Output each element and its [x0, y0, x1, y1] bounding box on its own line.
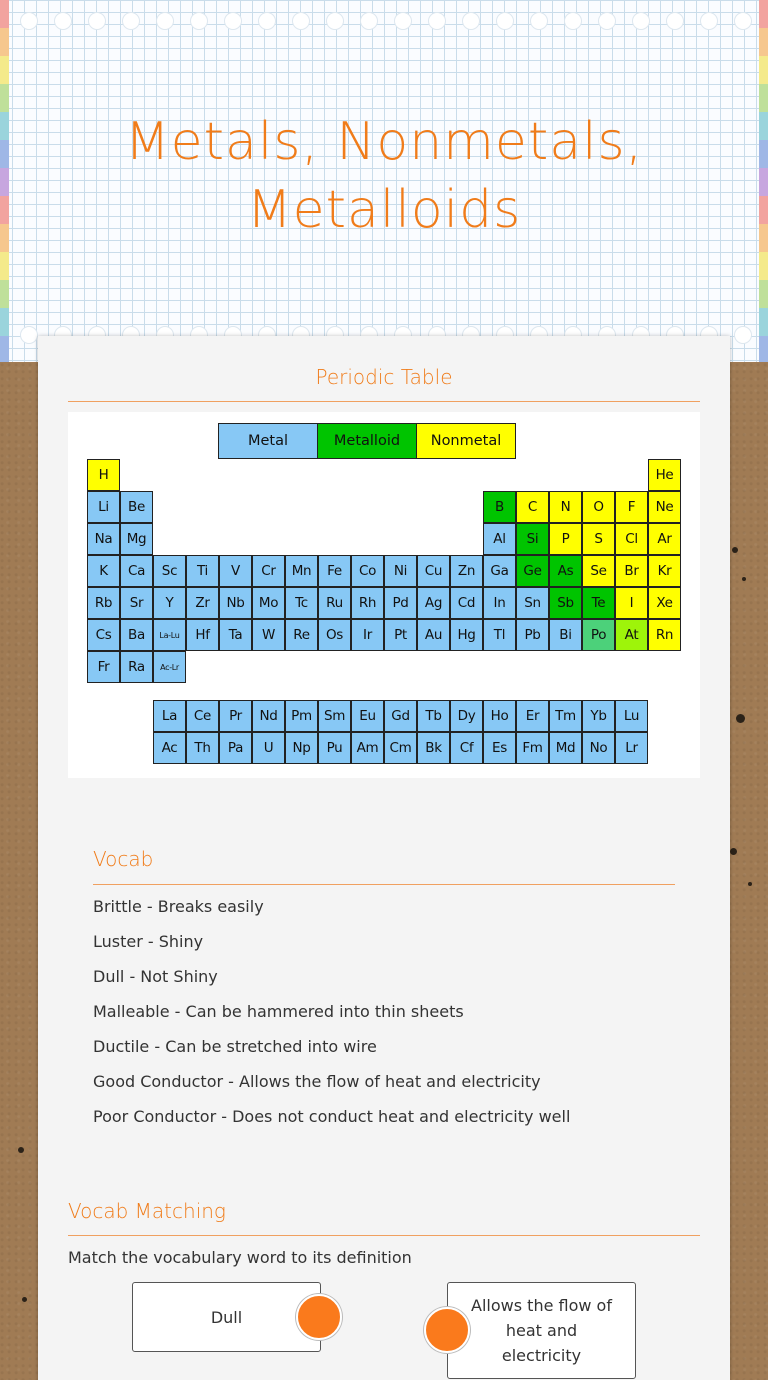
element-cell-cr: Cr — [252, 555, 285, 587]
cork-speck — [22, 1297, 27, 1302]
element-cell-v: V — [219, 555, 252, 587]
element-cell-ir: Ir — [351, 619, 384, 651]
top-binder-holes — [20, 12, 748, 32]
element-cell-tl: Tl — [483, 619, 516, 651]
vocab-item: Malleable - Can be hammered into thin sheets — [93, 1002, 464, 1021]
binder-hole — [632, 12, 650, 30]
vocab-item: Brittle - Breaks easily — [93, 897, 264, 916]
element-cell-pt: Pt — [384, 619, 417, 651]
element-cell-y: Y — [153, 587, 186, 619]
section-divider — [68, 1235, 700, 1236]
element-cell-pr: Pr — [219, 700, 252, 732]
binder-hole — [734, 326, 752, 344]
element-cell-eu: Eu — [351, 700, 384, 732]
element-cell-ru: Ru — [318, 587, 351, 619]
element-cell-pu: Pu — [318, 732, 351, 764]
binder-hole — [666, 12, 684, 30]
element-cell-br: Br — [615, 555, 648, 587]
element-cell-fe: Fe — [318, 555, 351, 587]
binder-hole — [462, 12, 480, 30]
element-cell-se: Se — [582, 555, 615, 587]
periodic-table-section-title: Periodic Table — [315, 365, 453, 389]
element-cell-ra: Ra — [120, 651, 153, 683]
element-cell-pb: Pb — [516, 619, 549, 651]
element-cell-fr: Fr — [87, 651, 120, 683]
element-cell-au: Au — [417, 619, 450, 651]
binder-hole — [360, 12, 378, 30]
element-cell-no: No — [582, 732, 615, 764]
element-cell-hg: Hg — [450, 619, 483, 651]
element-cell-as: As — [549, 555, 582, 587]
element-cell-ac-lr: Ac-Lr — [153, 651, 186, 683]
element-cell-na: Na — [87, 523, 120, 555]
binder-hole — [394, 12, 412, 30]
element-cell-nb: Nb — [219, 587, 252, 619]
element-cell-rh: Rh — [351, 587, 384, 619]
element-cell-sc: Sc — [153, 555, 186, 587]
element-cell-pm: Pm — [285, 700, 318, 732]
element-cell-s: S — [582, 523, 615, 555]
binder-hole — [20, 12, 38, 30]
element-cell-ho: Ho — [483, 700, 516, 732]
section-divider — [93, 884, 675, 885]
element-cell-zr: Zr — [186, 587, 219, 619]
cork-speck — [730, 848, 737, 855]
element-cell-lr: Lr — [615, 732, 648, 764]
element-cell-ni: Ni — [384, 555, 417, 587]
cork-speck — [736, 714, 745, 723]
match-definition-label: Allows the flow of heat and electricity — [471, 1296, 612, 1365]
element-cell-fm: Fm — [516, 732, 549, 764]
element-cell-be: Be — [120, 491, 153, 523]
element-cell-h: H — [87, 459, 120, 491]
legend-metalloid: Metalloid — [317, 423, 417, 459]
element-cell-co: Co — [351, 555, 384, 587]
element-cell-sb: Sb — [549, 587, 582, 619]
match-word-card[interactable] — [132, 1282, 321, 1352]
binder-hole — [20, 326, 38, 344]
element-cell-ti: Ti — [186, 555, 219, 587]
cork-speck — [742, 577, 746, 581]
element-cell-hf: Hf — [186, 619, 219, 651]
binder-hole — [598, 12, 616, 30]
element-cell-re: Re — [285, 619, 318, 651]
element-cell-u: U — [252, 732, 285, 764]
element-cell-bi: Bi — [549, 619, 582, 651]
binder-hole — [258, 12, 276, 30]
binder-hole — [156, 12, 174, 30]
element-cell-sn: Sn — [516, 587, 549, 619]
element-cell-kr: Kr — [648, 555, 681, 587]
element-cell-mo: Mo — [252, 587, 285, 619]
element-cell-f: F — [615, 491, 648, 523]
binder-hole — [700, 12, 718, 30]
binder-hole — [326, 12, 344, 30]
element-cell-te: Te — [582, 587, 615, 619]
element-cell-ne: Ne — [648, 491, 681, 523]
element-cell-li: Li — [87, 491, 120, 523]
binder-hole — [428, 12, 446, 30]
element-cell-er: Er — [516, 700, 549, 732]
element-cell-cu: Cu — [417, 555, 450, 587]
element-cell-gd: Gd — [384, 700, 417, 732]
element-cell-tb: Tb — [417, 700, 450, 732]
element-cell-th: Th — [186, 732, 219, 764]
match-definition-card[interactable] — [447, 1282, 636, 1379]
element-cell-os: Os — [318, 619, 351, 651]
cork-speck — [732, 547, 738, 553]
element-cell-rb: Rb — [87, 587, 120, 619]
binder-hole — [564, 12, 582, 30]
element-cell-mg: Mg — [120, 523, 153, 555]
section-divider — [68, 401, 700, 402]
element-cell-al: Al — [483, 523, 516, 555]
element-cell-ge: Ge — [516, 555, 549, 587]
element-cell-p: P — [549, 523, 582, 555]
binder-hole — [530, 12, 548, 30]
binder-hole — [496, 12, 514, 30]
element-cell-c: C — [516, 491, 549, 523]
element-cell-tm: Tm — [549, 700, 582, 732]
element-cell-sr: Sr — [120, 587, 153, 619]
element-cell-yb: Yb — [582, 700, 615, 732]
element-cell-ba: Ba — [120, 619, 153, 651]
element-cell-po: Po — [582, 619, 615, 651]
element-cell-lu: Lu — [615, 700, 648, 732]
legend-nonmetal: Nonmetal — [416, 423, 516, 459]
cork-speck — [18, 1147, 24, 1153]
element-cell-pa: Pa — [219, 732, 252, 764]
cork-speck — [748, 882, 752, 886]
element-cell-nd: Nd — [252, 700, 285, 732]
element-cell-ac: Ac — [153, 732, 186, 764]
element-cell-bk: Bk — [417, 732, 450, 764]
matching-instruction: Match the vocabulary word to its definition — [68, 1248, 412, 1267]
binder-hole — [190, 12, 208, 30]
element-cell-cm: Cm — [384, 732, 417, 764]
element-cell-es: Es — [483, 732, 516, 764]
vocab-item: Luster - Shiny — [93, 932, 204, 951]
element-cell-ar: Ar — [648, 523, 681, 555]
element-cell-rn: Rn — [648, 619, 681, 651]
element-cell-i: I — [615, 587, 648, 619]
element-cell-pd: Pd — [384, 587, 417, 619]
binder-hole — [292, 12, 310, 30]
element-cell-k: K — [87, 555, 120, 587]
binder-hole — [122, 12, 140, 30]
vocab-item: Dull - Not Shiny — [93, 967, 218, 986]
element-cell-tc: Tc — [285, 587, 318, 619]
legend-metal: Metal — [218, 423, 318, 459]
worksheet-header — [0, 0, 768, 362]
page-title: Metals, Nonmetals, Metalloids — [124, 112, 644, 240]
element-cell-ga: Ga — [483, 555, 516, 587]
match-definition-connector-handle[interactable] — [424, 1307, 470, 1353]
vocab-item: Good Conductor - Allows the flow of heat and electricity — [93, 1072, 541, 1091]
binder-hole — [734, 12, 752, 30]
element-cell-cs: Cs — [87, 619, 120, 651]
element-cell-cd: Cd — [450, 587, 483, 619]
worksheet-sheet — [38, 336, 730, 1380]
binder-hole — [54, 12, 72, 30]
element-cell-si: Si — [516, 523, 549, 555]
vocab-item: Poor Conductor - Does not conduct heat and electricity well — [93, 1107, 571, 1126]
element-cell-n: N — [549, 491, 582, 523]
element-cell-in: In — [483, 587, 516, 619]
element-cell-at: At — [615, 619, 648, 651]
element-cell-dy: Dy — [450, 700, 483, 732]
binder-hole — [88, 12, 106, 30]
element-cell-ag: Ag — [417, 587, 450, 619]
vocab-section-title: Vocab — [93, 847, 154, 871]
periodic-table-image — [68, 412, 700, 778]
element-cell-b: B — [483, 491, 516, 523]
element-cell-cl: Cl — [615, 523, 648, 555]
element-cell-ta: Ta — [219, 619, 252, 651]
element-cell-ca: Ca — [120, 555, 153, 587]
element-cell-xe: Xe — [648, 587, 681, 619]
match-word-connector-handle[interactable] — [296, 1294, 342, 1340]
vocab-item: Ductile - Can be stretched into wire — [93, 1037, 377, 1056]
vocab-matching-section-title: Vocab Matching — [68, 1199, 226, 1223]
element-cell-np: Np — [285, 732, 318, 764]
element-cell-ce: Ce — [186, 700, 219, 732]
element-cell-la-lu: La-Lu — [153, 619, 186, 651]
element-cell-o: O — [582, 491, 615, 523]
element-cell-he: He — [648, 459, 681, 491]
match-word-label: Dull — [210, 1307, 243, 1327]
element-cell-la: La — [153, 700, 186, 732]
element-cell-md: Md — [549, 732, 582, 764]
element-cell-mn: Mn — [285, 555, 318, 587]
element-cell-cf: Cf — [450, 732, 483, 764]
element-cell-zn: Zn — [450, 555, 483, 587]
binder-hole — [224, 12, 242, 30]
element-cell-sm: Sm — [318, 700, 351, 732]
element-cell-w: W — [252, 619, 285, 651]
element-cell-am: Am — [351, 732, 384, 764]
